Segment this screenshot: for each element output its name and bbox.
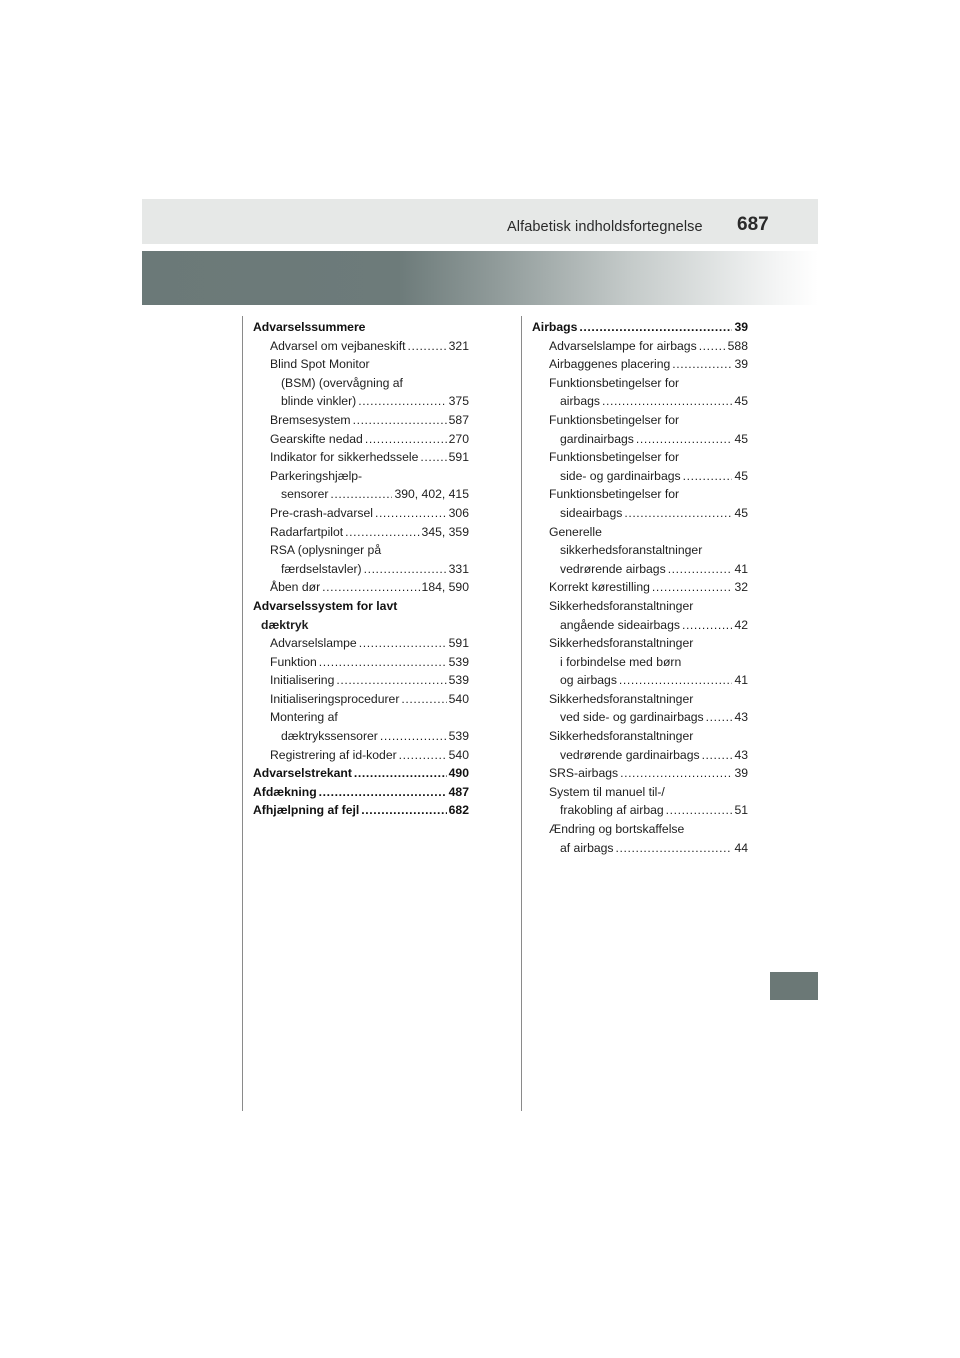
index-entry-label: Funktionsbetingelser for (549, 412, 680, 427)
index-entry-label: Afdækning (253, 784, 317, 799)
index-entry (253, 616, 469, 635)
index-entry (253, 374, 469, 393)
index-entry-label: Airbaggenes placering (549, 357, 671, 372)
index-entry (532, 820, 748, 839)
index-entry (253, 560, 469, 579)
index-entry-label: Radarfartpilot (270, 524, 344, 539)
index-entry-page[interactable]: 345, 359 (421, 524, 469, 539)
index-entry-label: dæktryk (261, 617, 309, 632)
index-entry (532, 411, 748, 430)
index-entry (532, 485, 748, 504)
index-entry-label: Advarselslampe (270, 636, 357, 651)
index-entry (532, 634, 748, 653)
index-entry-label: Parkeringshjælp- (270, 468, 363, 483)
index-entry-label: Sikkerhedsforanstaltninger (549, 636, 694, 651)
index-entry-label: Initialisering (270, 673, 335, 688)
index-entry-page[interactable]: 390, 402, 415 (394, 487, 469, 502)
index-entry-label: Åben dør (270, 580, 321, 595)
index-entry-page[interactable]: 490 (448, 766, 469, 781)
index-entry-page[interactable]: 41 (734, 561, 748, 576)
leader-dots (365, 430, 447, 449)
leader-dots (706, 708, 733, 727)
index-entry-label: sideairbags (560, 505, 623, 520)
index-entry-label: side- og gardinairbags (560, 468, 681, 483)
index-entry-page[interactable]: 587 (448, 412, 469, 427)
index-entry (253, 578, 469, 597)
index-entry-page[interactable]: 375 (448, 394, 469, 409)
index-entry-label: Funktion (270, 654, 317, 669)
index-entry-label: Registrering af id-koder (270, 747, 397, 762)
index-entry-label: Airbags (532, 320, 578, 334)
index-entry-label: Advarsel om vejbaneskift (270, 338, 406, 353)
index-entry-label: Sikkerhedsforanstaltninger (549, 598, 694, 613)
index-entry-label: vedrørende airbags (560, 561, 666, 576)
index-entry-label: Advarselssystem for lavt (253, 598, 398, 613)
index-entry-label: færdselstavler) (281, 561, 362, 576)
index-entry-label: Indikator for sikkerhedssele (270, 450, 419, 465)
index-entry (532, 839, 748, 858)
leader-dots (359, 634, 447, 653)
index-entry-page[interactable]: 39 (734, 357, 748, 372)
index-entry (532, 616, 748, 635)
index-entry-page[interactable]: 45 (734, 468, 748, 483)
column-divider-right (521, 316, 522, 1111)
index-entry-label: SRS-airbags (549, 766, 619, 781)
index-entry (532, 504, 748, 523)
leader-dots (616, 839, 733, 858)
index-entry-label: Funktionsbetingelser for (549, 450, 680, 465)
index-entry (532, 727, 748, 746)
index-entry-page[interactable]: 45 (734, 505, 748, 520)
leader-dots (364, 560, 447, 579)
index-entry-page[interactable]: 270 (448, 431, 469, 446)
leader-dots (682, 616, 732, 635)
index-entry-page[interactable]: 588 (727, 338, 748, 353)
index-entry-page[interactable]: 41 (734, 673, 748, 688)
index-entry-label: Korrekt kørestilling (549, 580, 650, 595)
index-entry-label: Advarselssummere (253, 320, 366, 334)
index-entry-page[interactable]: 331 (448, 561, 469, 576)
leader-dots (399, 746, 447, 765)
index-entry (532, 337, 748, 356)
column-divider-left (242, 316, 243, 1111)
index-entry (532, 467, 748, 486)
leader-dots (652, 578, 733, 597)
index-column-right (532, 318, 748, 857)
index-entry (532, 671, 748, 690)
index-entry (253, 727, 469, 746)
leader-dots (336, 671, 446, 690)
index-entry-page[interactable]: 306 (448, 505, 469, 520)
index-entry (532, 541, 748, 560)
index-entry (532, 392, 748, 411)
index-entry (532, 430, 748, 449)
header-bar (142, 199, 818, 244)
leader-dots (401, 690, 446, 709)
leader-dots (354, 764, 447, 783)
index-entry-label: blinde vinkler) (281, 394, 357, 409)
index-entry (532, 560, 748, 579)
index-entry-label: af airbags (560, 840, 614, 855)
index-entry-page[interactable]: 43 (734, 710, 748, 725)
leader-dots (624, 504, 732, 523)
index-entry (532, 597, 748, 616)
index-entry (253, 801, 469, 820)
leader-dots (619, 671, 733, 690)
index-entry (253, 690, 469, 709)
index-entry (253, 597, 469, 616)
index-entry (253, 708, 469, 727)
index-entry-label: vedrørende gardinairbags (560, 747, 700, 762)
decorative-band (142, 251, 818, 305)
index-entry-page[interactable]: 42 (734, 617, 748, 632)
index-entry-label: Initialiseringsprocedurer (270, 691, 400, 706)
leader-dots (636, 430, 733, 449)
index-entry (532, 746, 748, 765)
index-entry-label: Funktionsbetingelser for (549, 487, 680, 502)
leader-dots (322, 578, 419, 597)
index-entry (532, 523, 748, 542)
index-entry (253, 448, 469, 467)
index-entry-page[interactable]: 43 (734, 747, 748, 762)
index-entry-label: Blind Spot Monitor (270, 357, 370, 372)
index-entry (253, 485, 469, 504)
index-entry (253, 430, 469, 449)
index-entry (532, 448, 748, 467)
leader-dots (330, 485, 392, 504)
leader-dots (420, 448, 446, 467)
index-entry-page[interactable]: 540 (448, 747, 469, 762)
leader-dots (319, 653, 447, 672)
index-entry-page[interactable]: 39 (734, 320, 748, 334)
leader-dots (579, 318, 732, 337)
index-entry (532, 764, 748, 783)
index-entry-label: Ændring og bortskaffelse (549, 822, 685, 837)
leader-dots (620, 764, 732, 783)
index-entry-page[interactable]: 540 (448, 691, 469, 706)
index-entry-page[interactable]: 32 (734, 580, 748, 595)
index-entry-page[interactable]: 487 (448, 784, 469, 799)
index-entry (532, 708, 748, 727)
leader-dots (345, 523, 419, 542)
index-entry-label: sikkerhedsforanstaltninger (560, 543, 703, 558)
index-entry-page[interactable]: 539 (448, 673, 469, 688)
leader-dots (358, 392, 446, 411)
index-entry-page[interactable]: 45 (734, 431, 748, 446)
index-entry (253, 634, 469, 653)
index-entry (253, 467, 469, 486)
index-entry (532, 690, 748, 709)
index-entry-label: ved side- og gardinairbags (560, 710, 704, 725)
index-entry-label: Pre-crash-advarsel (270, 505, 373, 520)
index-entry-page[interactable]: 45 (734, 394, 748, 409)
index-entry-label: (BSM) (overvågning af (281, 375, 403, 390)
index-entry-label: Gearskifte nedad (270, 431, 363, 446)
index-entry (253, 318, 469, 337)
leader-dots (602, 392, 732, 411)
page-title: Alfabetisk indholdsfortegnelse (507, 219, 703, 235)
index-entry-label: og airbags (560, 673, 617, 688)
index-entry (532, 374, 748, 393)
index-entry (532, 578, 748, 597)
index-entry-label: airbags (560, 394, 600, 409)
index-entry (253, 653, 469, 672)
index-entry-label: Advarselslampe for airbags (549, 338, 697, 353)
leader-dots (319, 783, 447, 802)
leader-dots (699, 337, 726, 356)
leader-dots (375, 504, 447, 523)
leader-dots (380, 727, 447, 746)
index-entry-label: Advarselstrekant (253, 766, 352, 781)
index-entry-label: Montering af (270, 710, 338, 725)
index-column-left (253, 318, 469, 820)
page-number: 687 (737, 214, 769, 235)
index-entry-page[interactable]: 682 (448, 803, 469, 818)
leader-dots (672, 355, 732, 374)
index-entry (253, 541, 469, 560)
index-entry (253, 504, 469, 523)
index-entry (253, 523, 469, 542)
index-entry (253, 392, 469, 411)
leader-dots (668, 560, 733, 579)
index-entry-label: Bremsesystem (270, 412, 351, 427)
index-entry-page[interactable]: 591 (448, 450, 469, 465)
index-entry-label: angående sideairbags (560, 617, 680, 632)
index-entry (253, 783, 469, 802)
index-entry (253, 671, 469, 690)
index-entry-page[interactable]: 539 (448, 729, 469, 744)
index-entry-label: System til manuel til-/ (549, 784, 665, 799)
index-entry (253, 337, 469, 356)
index-entry (532, 355, 748, 374)
index-entry (253, 355, 469, 374)
index-entry-label: dæktrykssensorer (281, 729, 378, 744)
leader-dots (683, 467, 733, 486)
index-entry-page[interactable]: 539 (448, 654, 469, 669)
index-entry (253, 746, 469, 765)
index-entry (253, 411, 469, 430)
index-entry-page[interactable]: 51 (734, 803, 748, 818)
index-entry-label: sensorer (281, 487, 329, 502)
index-entry (253, 764, 469, 783)
index-entry-label: Afhjælpning af fejl (253, 803, 360, 818)
index-entry-page[interactable]: 321 (448, 338, 469, 353)
leader-dots (407, 337, 446, 356)
index-entry-label: Sikkerhedsforanstaltninger (549, 691, 694, 706)
index-entry (532, 801, 748, 820)
index-entry-label: gardinairbags (560, 431, 634, 446)
index-entry-page[interactable]: 591 (448, 636, 469, 651)
index-entry (532, 318, 748, 337)
index-entry-page[interactable]: 44 (734, 840, 748, 855)
leader-dots (666, 801, 733, 820)
index-entry-label: RSA (oplysninger på (270, 543, 382, 558)
index-entry (532, 653, 748, 672)
index-entry-label: i forbindelse med børn (560, 654, 682, 669)
leader-dots (702, 746, 733, 765)
leader-dots (353, 411, 447, 430)
index-entry-label: frakobling af airbag (560, 803, 664, 818)
index-entry-label: Generelle (549, 524, 602, 539)
leader-dots (361, 801, 446, 820)
index-entry-label: Funktionsbetingelser for (549, 375, 680, 390)
section-tab (770, 972, 818, 1000)
index-entry-page[interactable]: 39 (734, 766, 748, 781)
index-entry-page[interactable]: 184, 590 (421, 580, 469, 595)
index-entry (532, 783, 748, 802)
index-entry-label: Sikkerhedsforanstaltninger (549, 729, 694, 744)
